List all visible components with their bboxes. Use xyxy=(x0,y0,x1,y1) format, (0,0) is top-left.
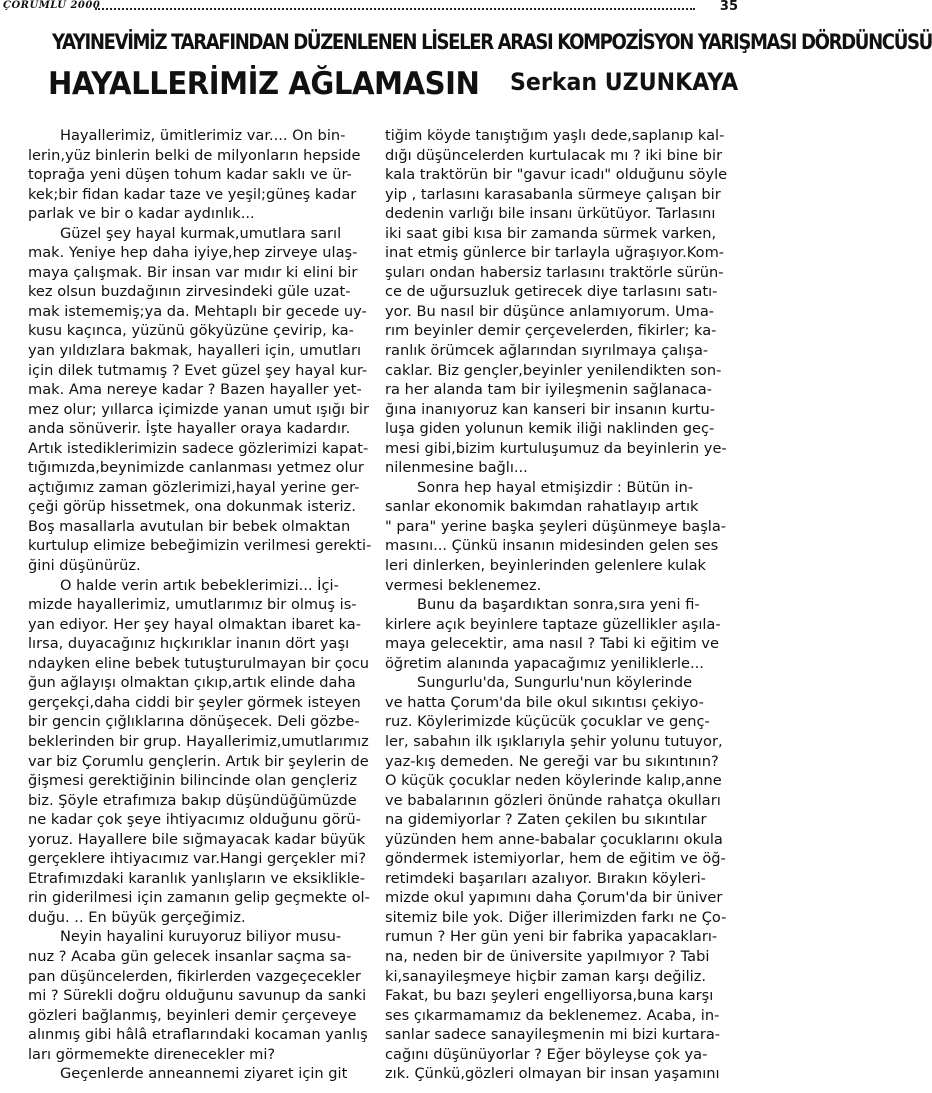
text-line: ve babalarının gözleri önünde rahatça okulları xyxy=(385,791,721,809)
text-line: ne kadar çok şeye ihtiyacımız olduğunu görü- xyxy=(28,811,361,829)
text-line: zık. Çünkü,gözleri olmayan bir insan yaşamını xyxy=(385,1065,720,1083)
text-line: ruz. Köylerimizde küçücük çocuklar ve genç- xyxy=(385,713,710,731)
article-title: HAYALLERİMİZ AĞLAMASIN xyxy=(48,66,480,102)
text-line: luşa giden yolunun kemik iliği naklinden geç- xyxy=(385,420,715,438)
competition-headline: YAYINEVİMİZ TARAFINDAN DÜZENLENEN LİSELER ARASI KOMPOZİSYON YARIŞMASI DÖRDÜNCÜSÜ xyxy=(52,30,932,54)
text-line: iki saat gibi kısa bir zamanda sürmek varken, xyxy=(385,224,717,242)
text-line: Sonra hep hayal etmişizdir : Bütün in- xyxy=(417,478,694,496)
text-line: mak. Yeniye hep daha iyiye,hep zirveye ulaş- xyxy=(28,244,358,262)
text-line: duğu. .. En büyük gerçeğimiz. xyxy=(28,908,246,926)
text-line: göndermek istemiyorlar, hem de eğitim ve öğ- xyxy=(385,850,726,868)
text-line: retimdeki başarıları azalıyor. Bırakın köyleri- xyxy=(385,869,706,887)
text-line: pan düşüncelerden, fikirlerden vazgeçecekler xyxy=(28,967,361,985)
text-line: ki,sanayileşmeye hiçbir zaman karşı değiliz. xyxy=(385,967,706,985)
page-header xyxy=(3,0,740,18)
text-line: kusu kaçınca, yüzünü gökyüzüne çevirip, ka- xyxy=(28,322,354,340)
text-line: na gidemiyorlar ? Zaten çekilen bu sıkıntılar xyxy=(385,811,707,829)
text-line: rım beyinler demir çerçevelerden, fikirler; ka- xyxy=(385,322,717,340)
text-line: maya gelecektir, ama nasıl ? Tabi ki eğitim ve xyxy=(385,635,719,653)
text-line: açtığımız zaman gözlerimizi,hayal yerine ger- xyxy=(28,478,360,496)
text-line: Bunu da başardıktan sonra,sıra yeni fi- xyxy=(417,596,700,614)
text-line: mi ? Sürekli doğru olduğunu savunup da sanki xyxy=(28,987,367,1005)
text-line: Sungurlu'da, Sungurlu'nun köylerinde xyxy=(417,674,693,692)
text-line: öğretim alanında yapacağımız yeniliklerle... xyxy=(385,654,704,672)
text-line: maya çalışmak. Bir insan var mıdır ki elini bir xyxy=(28,263,358,281)
text-line: Neyin hayalini kuruyoruz biliyor musu- xyxy=(60,928,342,946)
text-line: dığı düşüncelerden kurtulacak mı ? iki bine bir xyxy=(385,146,723,164)
text-line: Geçenlerde anneannemi ziyaret için git xyxy=(60,1065,348,1083)
text-line: leri dinlerken, beyinlerinden gelenlere kulak xyxy=(385,557,706,575)
text-line: yoruz. Hayallere bile sığmayacak kadar büyük xyxy=(28,830,366,848)
text-line: yor. Bu nasıl bir düşünce anlamıyorum. Uma- xyxy=(385,302,715,320)
text-line: nilenmesine bağlı... xyxy=(385,459,528,477)
text-line: yip , tarlasını karasabanla sürmeye çalışan bir xyxy=(385,185,721,203)
text-line: ce de uğursuzluk getirecek diye tarlasını satı- xyxy=(385,283,718,301)
text-line: na, neden bir de üniversite yapılmıyor ? Tabi xyxy=(385,947,710,965)
text-line: çeği görüp hissetmek, ona dokunmak isteriz. xyxy=(28,498,356,516)
text-line: var biz Çorumlu gençlerin. Artık bir şeylerin de xyxy=(28,752,369,770)
text-line: gerçekçi,daha ciddi bir şeyler görmek isteyen xyxy=(28,693,361,711)
text-line: toprağa yeni düşen tohum kadar saklı ve ür- xyxy=(28,166,352,184)
text-line: mizde hayallerimiz, umutlarımız bir olmuş is- xyxy=(28,596,357,614)
text-line: bir gencin çığlıklarına dönüşecek. Deli gözbe- xyxy=(28,713,360,731)
text-line: anda sönüverir. İşte hayaller oraya kadardır. xyxy=(28,420,351,438)
text-line: ndayken eline bebek tutuşturulmayan bir çocu xyxy=(28,654,370,672)
text-line: ranlık örümcek ağlarından sıyrılmaya çalışa- xyxy=(385,342,709,360)
text-line: için dilek tutmamış ? Evet güzel şey hayal kur- xyxy=(28,361,368,379)
text-line: vermesi beklenemez. xyxy=(385,576,542,594)
text-line: yan yıldızlara bakmak, hayalleri için, umutları xyxy=(28,342,362,360)
text-line: kez olsun buzdağının zirvesindeki güle uzat- xyxy=(28,283,351,301)
text-line: ları görmemekte direnecekler mi? xyxy=(28,1045,276,1063)
text-line: Artık istediklerimizin sadece gözlerimizi kapat- xyxy=(28,439,369,457)
text-line: ğına inanıyoruz kan kanseri bir insanın kurtu- xyxy=(385,400,715,418)
text-line: yaz-kış demeden. Ne gereği var bu sıkıntının? xyxy=(385,752,719,770)
text-line: Boş masallarla avutulan bir bebek olmaktan xyxy=(28,517,351,535)
text-line: ve hatta Çorum'da bile okul sıkıntısı çekiyo- xyxy=(385,693,704,711)
text-line: parlak ve bir o kadar aydınlık... xyxy=(28,205,255,223)
text-line: ses çıkarmamamız da beklenemez. Acaba, in- xyxy=(385,1006,720,1024)
text-line: dedenin varlığı bile insanı ürkütüyor. Tarlasını xyxy=(385,205,716,223)
text-line: cağını düşünüyorlar ? Eğer böyleyse çok ya- xyxy=(385,1045,708,1063)
text-line: caklar. Biz gençler,beyinler yenilendikten son- xyxy=(385,361,722,379)
text-line: Fakat, bu bazı şeyleri engelliyorsa,buna karşı xyxy=(385,987,714,1005)
text-line: Güzel şey hayal kurmak,umutlara sarıl xyxy=(60,224,342,242)
text-line: " para" yerine başka şeyleri düşünmeye başla- xyxy=(385,517,727,535)
text-line: mak. Ama nereye kadar ? Bazen hayaller yet- xyxy=(28,381,362,399)
text-line: nuz ? Acaba gün gelecek insanlar saçma sa- xyxy=(28,947,352,965)
header-dotted-rule xyxy=(95,8,695,10)
text-line: kala traktörün bir "gavur icadı" olduğunu söyle xyxy=(385,166,728,184)
left-text-column xyxy=(28,126,372,1084)
text-line: ra her alanda tam bir iyileşmenin sağlanaca- xyxy=(385,381,712,399)
text-line: kek;bir fidan kadar taze ve yeşil;güneş kadar xyxy=(28,185,357,203)
text-line: ğişmesi gerektiğinin bilincinde olan gençleriz xyxy=(28,772,358,790)
text-line: rin giderilmesi için zamanın gelip geçmekte ol- xyxy=(28,889,370,907)
text-line: yüzünden hem anne-babalar çocuklarını okula xyxy=(385,830,723,848)
text-line: inat etmiş günlerce bir tarlayla uğraşıyor.Kom- xyxy=(385,244,725,262)
page-number: 35 xyxy=(719,0,738,14)
text-line: gerçeklere ihtiyacımız var.Hangi gerçekler mi? xyxy=(28,850,367,868)
text-line: tığımızda,beynimizde canlanması yetmez olur xyxy=(28,459,364,477)
text-line: alınmış gibi hâlâ etraflarındaki kocaman yanlış xyxy=(28,1026,368,1044)
magazine-brand: ÇORUMLU 2000 xyxy=(3,0,101,11)
text-line: kirlere açık beyinlere taptaze güzellikler aşıla- xyxy=(385,615,721,633)
text-line: ğini düşünürüz. xyxy=(28,557,141,575)
text-line: O küçük çocuklar neden köylerinde kalıp,anne xyxy=(385,772,722,790)
text-line: kurtulup elimize bebeğimizin verilmesi gerekti- xyxy=(28,537,372,555)
text-line: mez olur; yıllarca içimizde yanan umut ışığı bir xyxy=(28,400,369,418)
text-line: sanlar sadece sanayileşmenin mi bizi kurtara- xyxy=(385,1026,721,1044)
text-line: mizde okul yapımını daha Çorum'da bir üniver xyxy=(385,889,723,907)
text-line: O halde verin artık bebeklerimizi... İçi- xyxy=(60,576,339,594)
text-line: Hayallerimiz, ümitlerimiz var.... On bin- xyxy=(60,127,346,144)
text-line: mak istememiş;ya da. Mehtaplı bir gecede uy- xyxy=(28,302,367,320)
text-line: sanlar ekonomik bakımdan rahatlayıp artık xyxy=(385,498,699,516)
text-line: tiğim köyde tanıştığım yaşlı dede,saplanıp kal- xyxy=(385,127,725,144)
text-line: ler, sabahın ilk ışıklarıyla şehir yolunu tutuyor, xyxy=(385,732,723,750)
text-line: gözleri bağlanmış, beyinleri demir çerçeveye xyxy=(28,1006,357,1024)
text-line: biz. Şöyle etrafımıza bakıp düşündüğümüzde xyxy=(28,791,357,809)
text-line: rumun ? Her gün yeni bir fabrika yapacakları- xyxy=(385,928,718,946)
right-text-column xyxy=(385,126,730,1084)
text-line: sitemiz bile yok. Diğer illerimizden farkı ne Ço- xyxy=(385,908,727,926)
text-line: ğun ağlayışı olmaktan çıkıp,artık elinde daha xyxy=(28,674,356,692)
text-line: yan ediyor. Her şey hayal olmaktan ibaret ka- xyxy=(28,615,362,633)
article-author: Serkan UZUNKAYA xyxy=(510,68,739,96)
text-line: şuları ondan habersiz tarlasını traktörle sürün- xyxy=(385,263,724,281)
text-line: lırsa, duyacağınız hıçkırıklar inanın dört yaşı xyxy=(28,635,350,653)
text-line: lerin,yüz binlerin belki de milyonların hepside xyxy=(28,146,361,164)
text-line: mesi gibi,bizim kurtuluşumuz da beyinlerin ye- xyxy=(385,439,727,457)
text-line: Etrafımızdaki karanlık yanlışların ve eksiklikle- xyxy=(28,869,366,887)
text-line: masını... Çünkü insanın midesinden gelen ses xyxy=(385,537,719,555)
text-line: beklerinden bir grup. Hayallerimiz,umutlarımız xyxy=(28,732,369,750)
